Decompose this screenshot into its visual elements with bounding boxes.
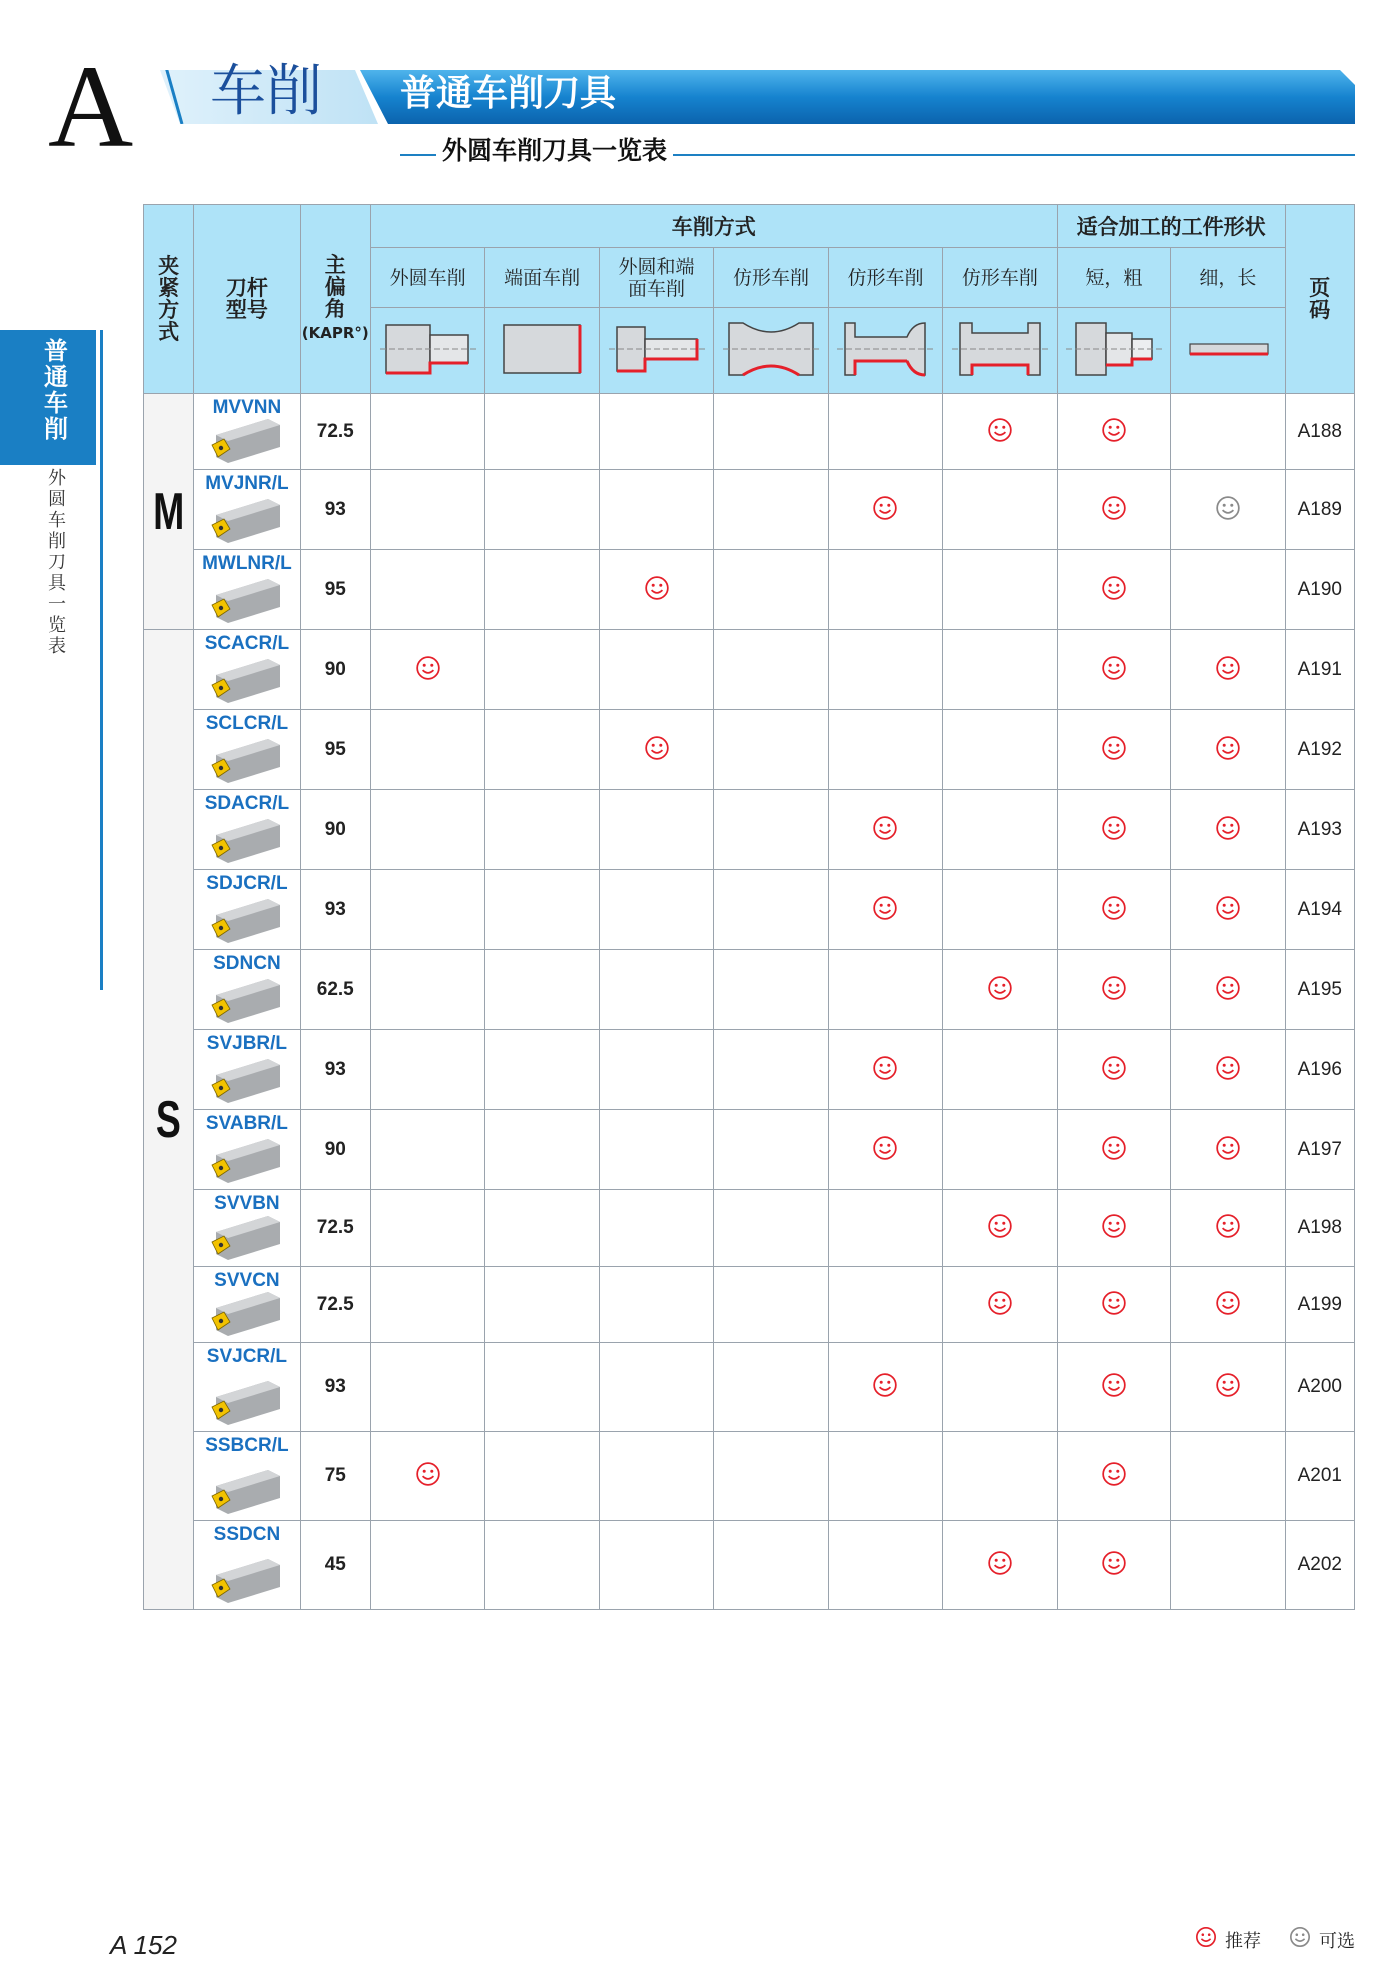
chapter-letter: A [48,41,134,172]
mark-cell [1057,1030,1170,1110]
table-row [144,550,1355,630]
angle-cell: 93 [300,1030,370,1110]
col-angle-header: 主偏角 (KAPR°) [300,205,370,394]
mark-cell [828,710,942,790]
method-header: 仿形车削 [828,248,942,308]
mark-cell [943,870,1058,950]
mark-cell [599,790,713,870]
mark-cell [1057,870,1170,950]
smiley-red-icon [1101,895,1127,925]
smiley-red-icon [872,1055,898,1085]
model-cell [194,1521,300,1610]
smiley-red-icon [987,417,1013,447]
page-ref-cell: A197 [1285,1110,1354,1190]
smiley-red-icon [1195,1926,1217,1953]
page-ref-cell: A198 [1285,1190,1354,1267]
mark-cell [1171,1432,1285,1521]
angle-cell: 72.5 [300,394,370,470]
mark-cell [828,1343,942,1432]
mark-cell [1171,1190,1285,1267]
smiley-red-icon [1101,575,1127,605]
mark-cell [828,790,942,870]
mark-cell [599,394,713,470]
model-name: SVVBN [214,1193,280,1214]
col-page-header: 页码 [1285,205,1354,394]
mark-cell [714,1267,828,1343]
smiley-red-icon [1101,417,1127,447]
side-tab-label: 普通车削 [44,337,68,443]
mark-cell [1057,1190,1170,1267]
smiley-red-icon [1215,1213,1241,1243]
model-cell [194,1030,300,1110]
mark-cell [943,394,1058,470]
method-header: 端面车削 [485,248,599,308]
mark-cell [943,470,1058,550]
mark-cell [1057,550,1170,630]
angle-cell: 72.5 [300,1190,370,1267]
mark-cell [1057,790,1170,870]
page-ref-cell: A202 [1285,1521,1354,1610]
table-row [144,394,1355,470]
mark-cell [1171,710,1285,790]
mark-cell [828,394,942,470]
mark-cell [943,550,1058,630]
clamp-type-cell [144,630,194,1610]
clamp-type-label: M [153,482,185,541]
table-row [144,710,1355,790]
model-cell [194,790,300,870]
mark-cell [714,710,828,790]
model-name: SCLCR/L [205,713,289,734]
angle-cell: 90 [300,790,370,870]
angle-cell: 95 [300,710,370,790]
mark-cell [828,870,942,950]
angle-cell: 93 [300,470,370,550]
smiley-red-icon [1101,1213,1127,1243]
model-name: SVJBR/L [206,1033,288,1054]
mark-cell [485,630,599,710]
table-body [144,394,1355,1610]
mark-cell [1171,1521,1285,1610]
smiley-red-icon [987,1213,1013,1243]
angle-cell: 72.5 [300,1267,370,1343]
mark-cell [599,470,713,550]
table-row [144,950,1355,1030]
mark-cell [943,1110,1058,1190]
smiley-red-icon [1215,655,1241,685]
table-row [144,470,1355,550]
mark-cell [485,1521,599,1610]
mark-cell [370,470,484,550]
smiley-red-icon [1101,1550,1127,1580]
mark-cell [943,1190,1058,1267]
model-name: SSBCR/L [205,1435,289,1456]
mark-cell [370,710,484,790]
mark-cell [1057,470,1170,550]
mark-cell [1057,1267,1170,1343]
model-name: MVJNR/L [205,473,289,494]
profiling-diagram-3 [943,308,1058,394]
mark-cell [599,1521,713,1610]
mark-cell [943,1030,1058,1110]
page-ref-cell: A188 [1285,394,1354,470]
mark-cell [485,550,599,630]
short-thick-diagram [1057,308,1170,394]
mark-cell [828,1267,942,1343]
mark-cell [370,630,484,710]
smiley-red-icon [1215,815,1241,845]
od-facing-diagram [599,308,713,394]
mark-cell [485,470,599,550]
page-ref-cell: A189 [1285,470,1354,550]
page-ref-cell: A191 [1285,630,1354,710]
mark-cell [1057,630,1170,710]
method-header: 仿形车削 [714,248,828,308]
mark-cell [1057,1110,1170,1190]
mark-cell [1171,470,1285,550]
model-name: SVABR/L [205,1113,288,1134]
mark-cell [828,950,942,1030]
mark-cell [714,1343,828,1432]
method-header: 外圆和端面车削 [599,248,713,308]
mark-cell [370,1432,484,1521]
mark-cell [943,630,1058,710]
mark-cell [599,710,713,790]
mark-cell [714,1110,828,1190]
mark-cell [370,790,484,870]
mark-cell [599,870,713,950]
model-name: MVVNN [212,397,282,418]
smiley-gray-icon [1289,1926,1311,1953]
mark-cell [370,550,484,630]
mark-cell [1171,1030,1285,1110]
mark-cell [599,1343,713,1432]
smiley-red-icon [1101,1372,1127,1402]
mark-cell [714,630,828,710]
shape-header: 细，长 [1171,248,1285,308]
angle-cell: 90 [300,1110,370,1190]
mark-cell [1171,550,1285,630]
model-cell [194,1343,300,1432]
model-cell [194,710,300,790]
smiley-red-icon [1101,1290,1127,1320]
page-subtitle: 外圆车削刀具一览表 [436,138,673,163]
mark-cell [714,1030,828,1110]
mark-cell [599,1267,713,1343]
mark-cell [370,1110,484,1190]
col-clamp-header: 夹紧方式 [144,205,194,394]
profiling-diagram-1 [714,308,828,394]
table-row [144,1432,1355,1521]
smiley-red-icon [987,975,1013,1005]
mark-cell [1171,1110,1285,1190]
mark-cell [599,550,713,630]
mark-cell [714,1190,828,1267]
mark-cell [1171,790,1285,870]
smiley-red-icon [1215,1135,1241,1165]
page-ref-cell: A199 [1285,1267,1354,1343]
mark-cell [828,1110,942,1190]
smiley-red-icon [1101,1135,1127,1165]
page-ref-cell: A193 [1285,790,1354,870]
mark-cell [370,1267,484,1343]
mark-cell [943,1521,1058,1610]
side-accent-bar [100,330,103,990]
facing-diagram [485,308,599,394]
mark-cell [1057,710,1170,790]
mark-cell [370,394,484,470]
page-ref-cell: A194 [1285,870,1354,950]
mark-cell [828,550,942,630]
table-row [144,1267,1355,1343]
mark-cell [1171,630,1285,710]
smiley-red-icon [987,1290,1013,1320]
mark-cell [370,870,484,950]
smiley-red-icon [872,1135,898,1165]
smiley-gray-icon [1215,495,1241,525]
mark-cell [370,1190,484,1267]
legend [1195,1926,1355,1953]
mark-cell [1171,1343,1285,1432]
mark-cell [485,710,599,790]
mark-cell [714,550,828,630]
model-name: SVVCN [214,1270,280,1291]
col-model-header: 刀杆型号 [194,205,300,394]
smiley-red-icon [987,1550,1013,1580]
mark-cell [828,1030,942,1110]
smiley-red-icon [872,815,898,845]
mark-cell [828,630,942,710]
smiley-red-icon [1101,975,1127,1005]
mark-cell [714,394,828,470]
page-ref-cell: A195 [1285,950,1354,1030]
side-sub-label: 外圆车削刀具一览表 [48,468,66,657]
mark-cell [1057,1343,1170,1432]
angle-cell: 93 [300,870,370,950]
page-ref-cell: A192 [1285,710,1354,790]
model-cell [194,870,300,950]
model-name: SDJCR/L [206,873,288,894]
table-row [144,1030,1355,1110]
clamp-type-cell [144,394,194,630]
mark-cell [485,950,599,1030]
mark-cell [943,1267,1058,1343]
angle-cell: 95 [300,550,370,630]
smiley-red-icon [1101,495,1127,525]
smiley-red-icon [1215,1055,1241,1085]
table-row [144,1110,1355,1190]
mark-cell [714,950,828,1030]
mark-cell [485,1110,599,1190]
mark-cell [599,1030,713,1110]
header-banner [150,70,1355,124]
smiley-red-icon [644,575,670,605]
smiley-red-icon [1101,655,1127,685]
smiley-red-icon [1101,1461,1127,1491]
table-row [144,1343,1355,1432]
angle-cell: 75 [300,1432,370,1521]
smiley-red-icon [872,1372,898,1402]
mark-cell [828,1190,942,1267]
mark-cell [714,870,828,950]
method-header: 仿形车削 [943,248,1058,308]
profiling-diagram-2 [828,308,942,394]
mark-cell [485,394,599,470]
mark-cell [1057,1521,1170,1610]
smiley-red-icon [1215,975,1241,1005]
mark-cell [943,950,1058,1030]
table-row [144,630,1355,710]
group-turning-header: 车削方式 [370,205,1057,248]
page-ref-cell: A196 [1285,1030,1354,1110]
tool-table [143,204,1355,1610]
mark-cell [714,1432,828,1521]
model-cell [194,950,300,1030]
mark-cell [943,790,1058,870]
mark-cell [943,710,1058,790]
thin-long-diagram [1171,308,1285,394]
od-turning-diagram [370,308,484,394]
mark-cell [828,470,942,550]
model-name: SSDCN [213,1524,281,1545]
clamp-type-label: S [156,1090,182,1149]
group-shape-header: 适合加工的工件形状 [1057,205,1285,248]
mark-cell [1057,394,1170,470]
page-title: 普通车削刀具 [400,73,617,114]
page-ref-cell: A190 [1285,550,1354,630]
mark-cell [485,1343,599,1432]
mark-cell [1171,950,1285,1030]
table-row [144,790,1355,870]
mark-cell [485,1267,599,1343]
mark-cell [370,1343,484,1432]
angle-cell: 45 [300,1521,370,1610]
model-name: SCACR/L [204,633,290,654]
mark-cell [943,1432,1058,1521]
mark-cell [828,1521,942,1610]
smiley-red-icon [415,655,441,685]
model-cell [194,1190,300,1267]
mark-cell [943,1343,1058,1432]
angle-cell: 62.5 [300,950,370,1030]
smiley-red-icon [1215,1372,1241,1402]
mark-cell [599,1190,713,1267]
mark-cell [485,1030,599,1110]
model-cell [194,394,300,470]
mark-cell [1057,1432,1170,1521]
mark-cell [370,1030,484,1110]
mark-cell [485,790,599,870]
shape-header: 短，粗 [1057,248,1170,308]
mark-cell [485,1190,599,1267]
legend-optional: 可选 [1319,1930,1355,1952]
smiley-red-icon [1101,815,1127,845]
page-number: A 152 [110,1930,177,1960]
mark-cell [1057,950,1170,1030]
model-cell [194,1110,300,1190]
mark-cell [714,790,828,870]
model-cell [194,1432,300,1521]
model-cell [194,470,300,550]
smiley-red-icon [1215,895,1241,925]
model-cell [194,630,300,710]
angle-cell: 93 [300,1343,370,1432]
model-name: SDNCN [213,953,281,974]
angle-cell: 90 [300,630,370,710]
method-header: 外圆车削 [370,248,484,308]
smiley-red-icon [872,495,898,525]
page-ref-cell: A200 [1285,1343,1354,1432]
mark-cell [599,950,713,1030]
mark-cell [714,470,828,550]
model-name: SDACR/L [204,793,290,814]
mark-cell [485,870,599,950]
smiley-red-icon [1101,735,1127,765]
smiley-red-icon [415,1461,441,1491]
table-row [144,870,1355,950]
mark-cell [1171,870,1285,950]
mark-cell [370,950,484,1030]
smiley-red-icon [1101,1055,1127,1085]
smiley-red-icon [1215,735,1241,765]
mark-cell [1171,1267,1285,1343]
mark-cell [599,630,713,710]
model-cell [194,550,300,630]
mark-cell [370,1521,484,1610]
mark-cell [828,1432,942,1521]
mark-cell [599,1432,713,1521]
model-cell [194,1267,300,1343]
table-row [144,1521,1355,1610]
table-row [144,1190,1355,1267]
page-ref-cell: A201 [1285,1432,1354,1521]
smiley-red-icon [644,735,670,765]
smiley-red-icon [872,895,898,925]
smiley-red-icon [1215,1290,1241,1320]
mark-cell [1171,394,1285,470]
model-name: SVJCR/L [206,1346,288,1367]
mark-cell [714,1521,828,1610]
legend-recommended: 推荐 [1225,1930,1261,1952]
mark-cell [599,1110,713,1190]
mark-cell [485,1432,599,1521]
model-name: MWLNR/L [202,553,292,574]
section-title: 车削 [210,59,322,124]
